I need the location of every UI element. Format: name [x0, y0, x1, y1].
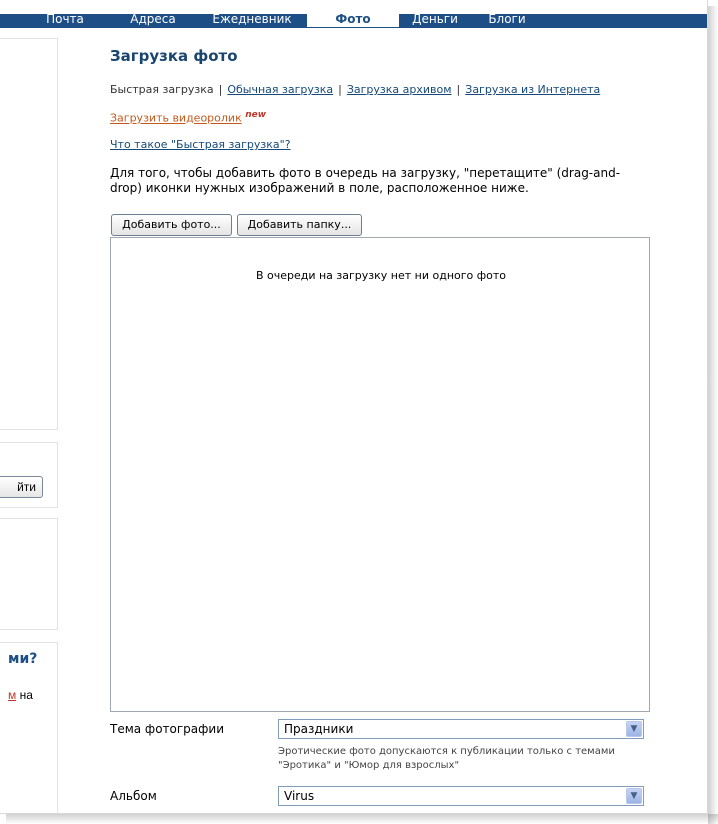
add-photo-button[interactable]: Добавить фото...: [111, 214, 232, 236]
album-select[interactable]: [278, 786, 644, 806]
tab-blogs[interactable]: Блоги: [488, 12, 526, 26]
tab-mail[interactable]: Почта: [46, 12, 84, 26]
theme-label: Тема фотографии: [110, 722, 224, 736]
sidebar-snippet: [8, 688, 33, 702]
top-navigation: [0, 0, 708, 28]
add-folder-button[interactable]: Добавить папку...: [237, 214, 362, 236]
tab-money[interactable]: Деньги: [412, 12, 458, 26]
queue-empty-message: В очереди на загрузку нет ни одного фото: [255, 269, 507, 282]
chevron-down-icon[interactable]: ▼: [626, 721, 642, 737]
sidebar-box: [0, 642, 58, 814]
sidebar-box: [0, 442, 58, 508]
upload-video-link[interactable]: Загрузить видеоролик: [110, 111, 242, 125]
theme-select[interactable]: [278, 719, 644, 739]
upload-instructions: Для того, чтобы добавить фото в очередь на загрузку, "перетащите" (drag-and-drop) иконки нужных изображений в поле, расположенное ниже.: [110, 166, 621, 195]
sidebar-box: [0, 38, 58, 430]
chevron-down-icon[interactable]: ▼: [626, 788, 642, 804]
subnav-link-regular-upload[interactable]: Обычная загрузка: [227, 83, 334, 96]
subnav-separator: |: [338, 83, 342, 96]
album-label: Альбом: [110, 789, 157, 803]
page-title: Загрузка фото: [110, 47, 238, 65]
sidebar-login-button[interactable]: йти: [0, 476, 43, 498]
theme-note: Эротические фото допускаются к публикации только с темами "Эротика" и "Юмор для взрослых": [278, 746, 615, 771]
sidebar-snippet-text: на: [16, 688, 33, 702]
sidebar-heading: ми?: [8, 651, 38, 667]
tab-addresses[interactable]: Адреса: [130, 12, 176, 26]
tab-calendar[interactable]: Ежедневник: [212, 12, 292, 26]
new-badge: new: [245, 110, 267, 120]
sidebar-box: [0, 518, 58, 630]
subnav-link-internet-upload[interactable]: Загрузка из Интернета: [465, 83, 601, 96]
whatis-row: [110, 138, 291, 151]
album-selected-value: Virus: [284, 789, 315, 803]
subnav-separator: |: [218, 83, 223, 96]
subnav-current: Быстрая загрузка: [110, 83, 214, 96]
upload-mode-nav: [110, 83, 600, 96]
subnav-separator: |: [456, 83, 461, 96]
sidebar-snippet-link[interactable]: м: [8, 688, 17, 702]
subnav-link-archive-upload[interactable]: Загрузка архивом: [346, 83, 452, 96]
theme-selected-value: Праздники: [284, 722, 354, 736]
tab-photo[interactable]: Фото: [307, 0, 399, 27]
window-shadow: [6, 814, 718, 824]
upload-drop-zone[interactable]: [110, 237, 650, 712]
what-is-quick-upload-link[interactable]: Что такое "Быстрая загрузка"?: [110, 138, 291, 151]
window-shadow: [708, 6, 718, 824]
video-upload-row: [110, 110, 266, 125]
